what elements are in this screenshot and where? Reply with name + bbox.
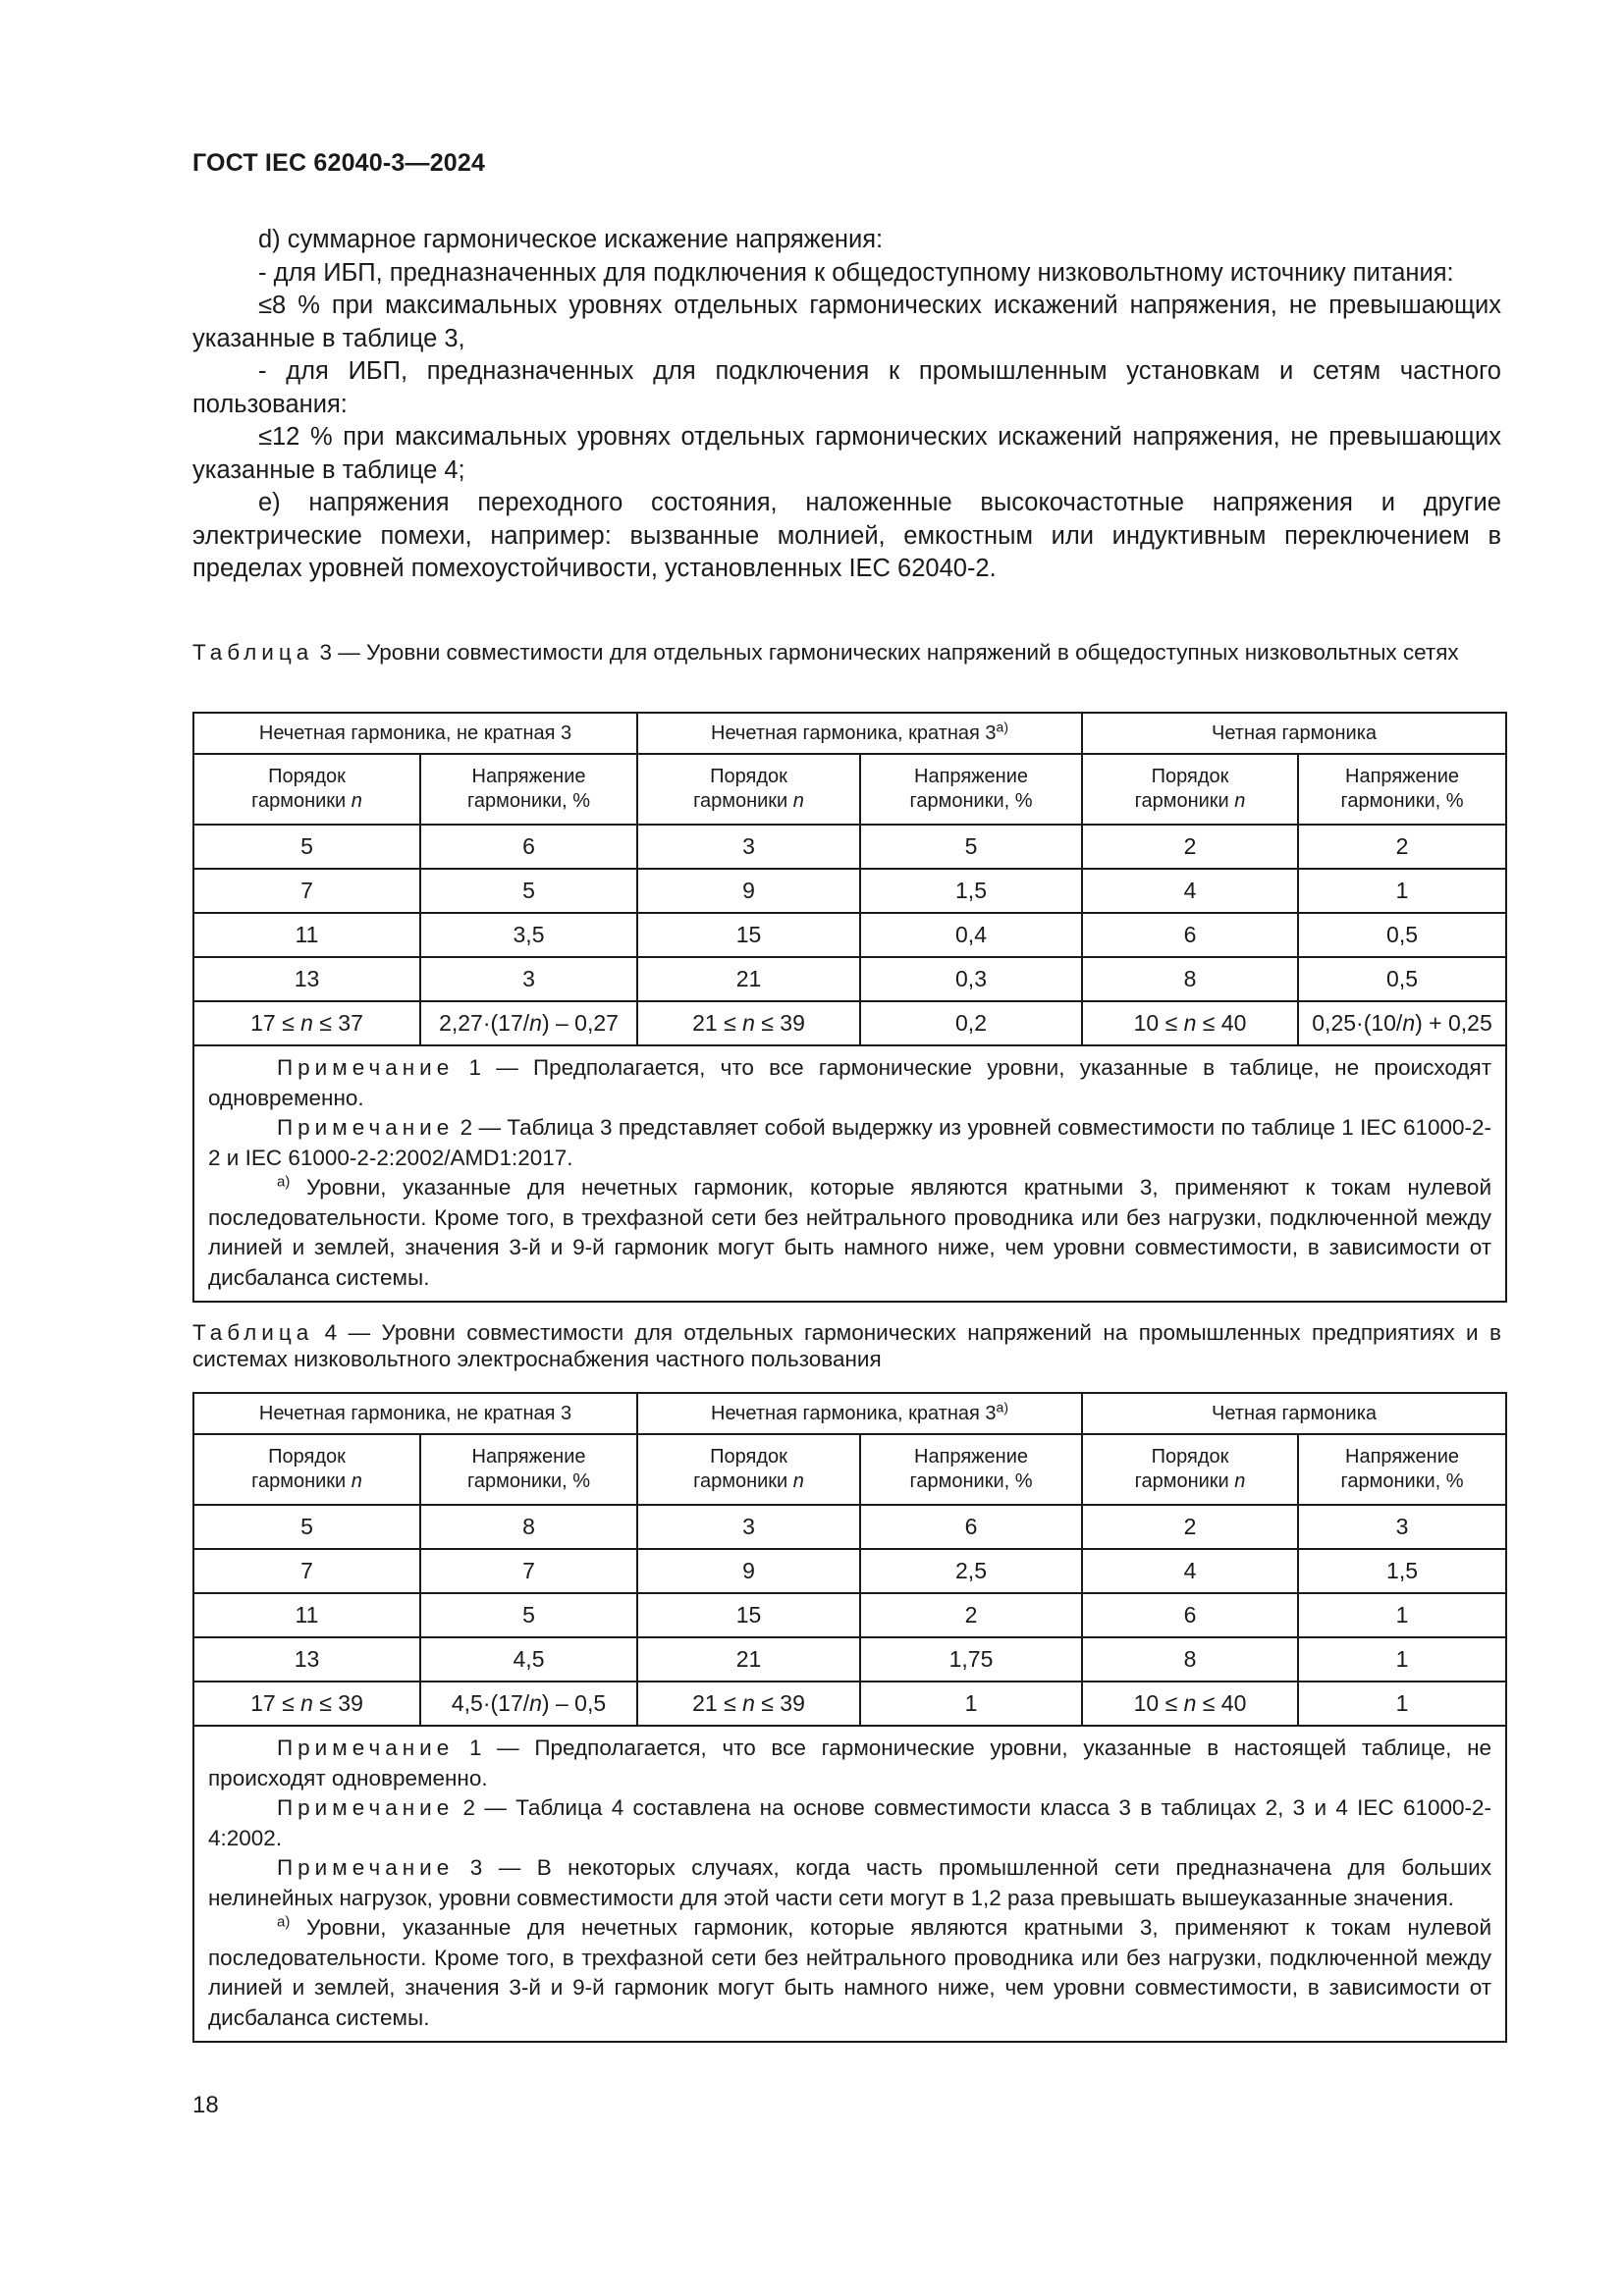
table-cell: 15 [637, 913, 860, 957]
col-n: n [351, 1470, 362, 1492]
page-number: 18 [192, 2092, 219, 2118]
cell-text: 10 ≤ [1133, 1690, 1184, 1716]
table-cell: 2 [860, 1593, 1082, 1637]
col-label: гармоники [1134, 790, 1229, 812]
table-cell: 5 [193, 1505, 420, 1549]
table3-col-voltage [860, 754, 1082, 825]
table-row [193, 913, 1506, 957]
table3-notes-row [193, 1045, 1506, 1302]
col-label: гармоники, % [1340, 790, 1464, 812]
table3-col-order [637, 754, 860, 825]
col-label: Порядок [1151, 766, 1229, 787]
note-text: 1 — Предполагается, что все гармонические уровни, указанные в таблице, не происходят одновременно. [208, 1055, 1492, 1110]
table4-note-2 [208, 1793, 1491, 1853]
table4-group-even: Четная гармоника [1082, 1393, 1506, 1434]
table-cell: 8 [420, 1505, 637, 1549]
table3-caption-label: Таблица [192, 640, 314, 665]
cell-text: 0,25·(10/ [1312, 1010, 1403, 1036]
col-label: гармоники [693, 790, 788, 812]
col-label: Порядок [710, 1446, 787, 1468]
table-row [193, 957, 1506, 1001]
table-cell: 11 [193, 1593, 420, 1637]
table4-caption [192, 1319, 1501, 1372]
cell-text: ≤ 40 [1196, 1010, 1247, 1036]
col-label: гармоники, % [467, 1470, 591, 1492]
table-cell: 13 [193, 957, 420, 1001]
table-cell: 2 [1082, 825, 1298, 869]
table-cell: 1,5 [1298, 1549, 1506, 1593]
paragraph-public-ups: - для ИБП, предназначенных для подключения к общедоступному низковольтному источнику питания: [258, 258, 1454, 287]
table-cell: 8 [1082, 957, 1298, 1001]
table-row-range [193, 1001, 1506, 1045]
table3-col-voltage [420, 754, 637, 825]
table-row [193, 825, 1506, 869]
table-cell: 1 [1298, 1593, 1506, 1637]
note-label: Примечание [277, 1115, 455, 1140]
table-cell: 11 [193, 913, 420, 957]
note-label: Примечание [277, 1795, 455, 1820]
table-cell [1298, 1001, 1506, 1045]
table-cell: 0,3 [860, 957, 1082, 1001]
table-cell: 2 [1082, 1505, 1298, 1549]
cell-n: n [529, 1690, 542, 1716]
table4-col-voltage [1298, 1434, 1506, 1505]
cell-n: n [1183, 1690, 1197, 1716]
col-label: гармоники, % [909, 1470, 1033, 1492]
table3 [192, 712, 1507, 1303]
cell-n: n [742, 1690, 755, 1716]
cell-text: 21 ≤ [692, 1690, 743, 1716]
table-cell: 5 [193, 825, 420, 869]
table4-note-1 [208, 1734, 1491, 1793]
document-header: ГОСТ IEC 62040-3—2024 [192, 149, 486, 177]
table-cell [637, 1682, 860, 1726]
table-cell: 3 [637, 825, 860, 869]
cell-n: n [742, 1010, 755, 1036]
table-cell: 21 [637, 957, 860, 1001]
col-label: гармоники [693, 1470, 788, 1492]
table3-footnote [208, 1173, 1491, 1293]
table-cell: 1 [1298, 1637, 1506, 1682]
table-cell: 2,5 [860, 1549, 1082, 1593]
table-row [193, 1637, 1506, 1682]
table4-caption-text: 4 — Уровни совместимости для отдельных гармонических напряжений на промышленных предприятиях и в системах низковольтного электроснабжения частного пользования [192, 1320, 1501, 1371]
cell-text: ≤ 40 [1196, 1690, 1247, 1716]
cell-text: ≤ 39 [754, 1010, 805, 1036]
table-cell: 1 [1298, 1682, 1506, 1726]
table-cell: 5 [420, 869, 637, 913]
table4-caption-label: Таблица [192, 1320, 314, 1345]
table3-subheader [193, 754, 1506, 825]
table4-col-order [1082, 1434, 1298, 1505]
cell-text: ) – 0,27 [541, 1010, 619, 1036]
col-label: Порядок [268, 766, 346, 787]
footnote-mark: а) [277, 1173, 291, 1191]
table-cell [1082, 1001, 1298, 1045]
table-row-range [193, 1682, 1506, 1726]
table4-col-voltage [860, 1434, 1082, 1505]
table-cell: 3 [420, 957, 637, 1001]
cell-n: n [300, 1690, 313, 1716]
table-cell: 5 [860, 825, 1082, 869]
cell-text: ≤ 37 [312, 1010, 363, 1036]
footnote-text: Уровни, указанные для нечетных гармоник, которые являются кратными 3, применяют к токам нулевой последовательности. Кроме того, в трехфазной сети без нейтрального проводника или без нагрузки, подключенной между линией и землей, значения 3-й и 9-й гармоник могут быть намного ниже, чем уровни совместимости, в зависимости от дисбаланса системы. [208, 1175, 1492, 1290]
table-cell: 4,5 [420, 1637, 637, 1682]
note-label: Примечание [277, 1855, 455, 1880]
footnote-text: Уровни, указанные для нечетных гармоник, которые являются кратными 3, применяют к токам нулевой последовательности. Кроме того, в трехфазной сети без нейтрального проводника или без нагрузки, подключенной между линией и землей, значения 3-й и 9-й гармоник могут быть намного ниже, чем уровни совместимости, в зависимости от дисбаланса системы. [208, 1915, 1492, 2030]
note-label: Примечание [277, 1735, 455, 1760]
col-label: Напряжение [914, 766, 1028, 787]
col-n: n [351, 790, 362, 812]
table4-footnote [208, 1913, 1491, 2033]
table3-group-footnote-mark: а) [996, 718, 1008, 734]
col-n: n [792, 1470, 804, 1492]
table-cell: 4 [1082, 1549, 1298, 1593]
table-cell: 8 [1082, 1637, 1298, 1682]
cell-text: ) – 0,5 [541, 1690, 607, 1716]
table-cell [420, 1001, 637, 1045]
paragraph-industrial-ups: - для ИБП, предназначенных для подключения к промышленным установкам и сетям частного пользования: [192, 357, 1501, 418]
table4-group-odd-triplen [637, 1393, 1082, 1434]
table-cell: 6 [1082, 1593, 1298, 1637]
note-text: 2 — Таблица 4 составлена на основе совместимости класса 3 в таблицах 2, 3 и 4 IEC 61000-2-4:2002. [208, 1795, 1492, 1850]
table4-notes-row [193, 1726, 1506, 2042]
col-label: гармоники [1134, 1470, 1229, 1492]
col-label: гармоники [251, 1470, 347, 1492]
table4-group-footnote-mark: а) [996, 1398, 1008, 1415]
table4-col-order [637, 1434, 860, 1505]
paragraph-limit-8: ≤8 % при максимальных уровнях отдельных гармонических искажений напряжения, не превышающих указанные в таблице 3, [192, 292, 1501, 352]
col-n: n [792, 790, 804, 812]
cell-text: 17 ≤ [250, 1010, 301, 1036]
table-cell: 1 [1298, 869, 1506, 913]
cell-n: n [1183, 1010, 1197, 1036]
cell-text: ) + 0,25 [1415, 1010, 1492, 1036]
table-cell: 0,5 [1298, 957, 1506, 1001]
table-cell [193, 1001, 420, 1045]
table-cell: 7 [193, 1549, 420, 1593]
col-n: n [1234, 1470, 1246, 1492]
table3-col-order [1082, 754, 1298, 825]
table-row [193, 1593, 1506, 1637]
table3-group-odd-triplen-label: Нечетная гармоника, кратная 3 [711, 721, 997, 744]
table3-note-1 [208, 1053, 1491, 1113]
table4-group-header [193, 1393, 1506, 1434]
table-cell: 7 [420, 1549, 637, 1593]
table3-group-odd: Нечетная гармоника, не кратная 3 [193, 713, 637, 754]
table-cell [1082, 1682, 1298, 1726]
table-cell: 0,2 [860, 1001, 1082, 1045]
col-label: Напряжение [471, 1446, 586, 1468]
col-label: гармоники, % [1340, 1470, 1464, 1492]
table-cell: 15 [637, 1593, 860, 1637]
cell-text: 2,27·(17/ [439, 1010, 530, 1036]
table-cell: 21 [637, 1637, 860, 1682]
table-cell: 13 [193, 1637, 420, 1682]
col-label: Напряжение [1345, 766, 1459, 787]
note-text: 1 — Предполагается, что все гармонические уровни, указанные в настоящей таблице, не происходят одновременно. [208, 1735, 1492, 1790]
table-cell: 3 [1298, 1505, 1506, 1549]
col-label: гармоники, % [467, 790, 591, 812]
table4-col-order [193, 1434, 420, 1505]
cell-n: n [1402, 1010, 1416, 1036]
footnote-mark: а) [277, 1913, 291, 1931]
table4-notes [193, 1726, 1506, 2042]
col-label: гармоники, % [909, 790, 1033, 812]
col-label: Порядок [268, 1446, 346, 1468]
col-n: n [1234, 790, 1246, 812]
table3-col-voltage [1298, 754, 1506, 825]
table-cell: 6 [420, 825, 637, 869]
paragraph-e: e) напряжения переходного состояния, наложенные высокочастотные напряжения и другие электрические помехи, например: вызванные молнией, емкостным или индуктивным переключением в пределах уровней помехоустойчивости, установленных IEC 62040-2. [192, 489, 1501, 582]
cell-text: ≤ 39 [312, 1690, 363, 1716]
table3-group-even: Четная гармоника [1082, 713, 1506, 754]
col-label: гармоники [251, 790, 347, 812]
table3-notes [193, 1045, 1506, 1302]
cell-text: 17 ≤ [250, 1690, 301, 1716]
table-cell: 1 [860, 1682, 1082, 1726]
table-cell: 1,5 [860, 869, 1082, 913]
table-row [193, 1505, 1506, 1549]
cell-text: ≤ 39 [754, 1690, 805, 1716]
table-cell: 6 [860, 1505, 1082, 1549]
table3-caption-text: 3 — Уровни совместимости для отдельных гармонических напряжений в общедоступных низковольтных сетях [319, 640, 1459, 665]
note-text: 3 — В некоторых случаях, когда часть промышленной сети предназначена для больших нелинейных нагрузок, уровни совместимости для этой части сети могут в 1,2 раза превышать вышеуказанные значения. [208, 1855, 1492, 1910]
table3-col-order [193, 754, 420, 825]
table-cell: 2 [1298, 825, 1506, 869]
table-cell: 0,4 [860, 913, 1082, 957]
table-cell: 9 [637, 869, 860, 913]
cell-n: n [300, 1010, 313, 1036]
table3-group-header [193, 713, 1506, 754]
cell-text: 4,5·(17/ [451, 1690, 530, 1716]
table-cell: 4 [1082, 869, 1298, 913]
col-label: Напряжение [914, 1446, 1028, 1468]
table4-note-3 [208, 1853, 1491, 1913]
table-row [193, 869, 1506, 913]
table-cell: 5 [420, 1593, 637, 1637]
table4-group-odd: Нечетная гармоника, не кратная 3 [193, 1393, 637, 1434]
cell-n: n [529, 1010, 542, 1036]
table-cell: 9 [637, 1549, 860, 1593]
body-text [192, 224, 1501, 586]
table-row [193, 1549, 1506, 1593]
table-cell: 3,5 [420, 913, 637, 957]
note-label: Примечание [277, 1055, 455, 1080]
table-cell: 0,5 [1298, 913, 1506, 957]
col-label: Напряжение [471, 766, 586, 787]
table-cell [420, 1682, 637, 1726]
table3-note-2 [208, 1113, 1491, 1173]
cell-text: 21 ≤ [692, 1010, 743, 1036]
table3-caption [192, 639, 1501, 666]
col-label: Порядок [710, 766, 787, 787]
table4-col-voltage [420, 1434, 637, 1505]
table-cell: 7 [193, 869, 420, 913]
col-label: Напряжение [1345, 1446, 1459, 1468]
table-cell [637, 1001, 860, 1045]
table-cell: 1,75 [860, 1637, 1082, 1682]
col-label: Порядок [1151, 1446, 1229, 1468]
table4 [192, 1392, 1507, 2043]
table-cell: 6 [1082, 913, 1298, 957]
paragraph-d: d) суммарное гармоническое искажение напряжения: [258, 226, 884, 253]
table4-subheader [193, 1434, 1506, 1505]
table-cell [193, 1682, 420, 1726]
table4-group-odd-triplen-label: Нечетная гармоника, кратная 3 [711, 1402, 997, 1424]
table3-group-odd-triplen [637, 713, 1082, 754]
note-text: 2 — Таблица 3 представляет собой выдержку из уровней совместимости по таблице 1 IEC 61000-2-2 и IEC 61000-2-2:2002/AMD1:2017. [208, 1115, 1492, 1170]
paragraph-limit-12: ≤12 % при максимальных уровнях отдельных гармонических искажений напряжения, не превышающих указанные в таблице 4; [192, 423, 1501, 484]
cell-text: 10 ≤ [1133, 1010, 1184, 1036]
table-cell: 3 [637, 1505, 860, 1549]
